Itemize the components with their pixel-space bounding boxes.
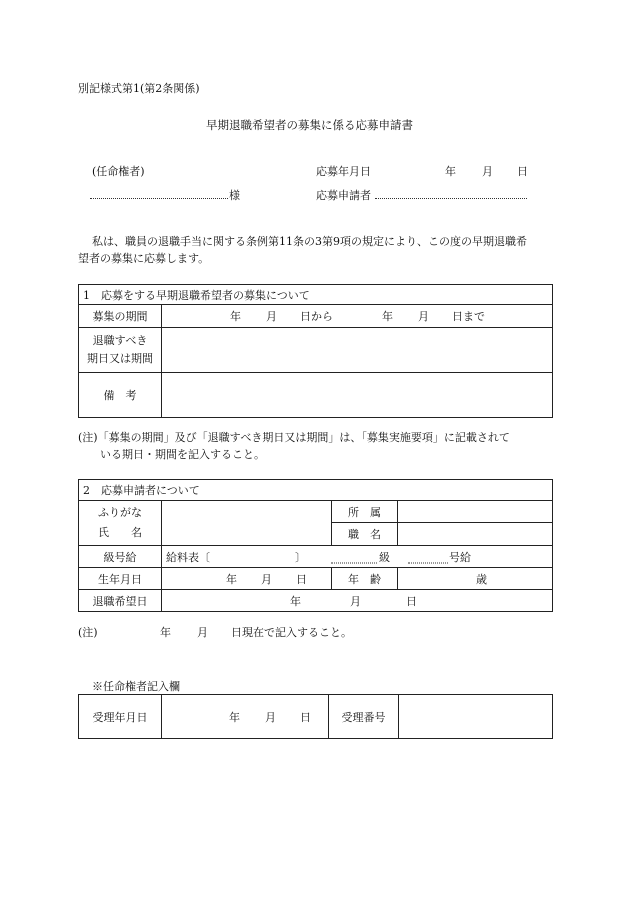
- statement-line-1: 私は、職員の退職手当に関する条例第11条の3第9項の規定により、この度の早期退職希: [92, 235, 527, 248]
- age-label: 年 齢: [332, 568, 398, 590]
- grade-unit: 級: [379, 550, 390, 564]
- affiliation-field[interactable]: [398, 501, 553, 523]
- position-label: 職 名: [332, 523, 398, 546]
- received-number-field[interactable]: [399, 695, 553, 739]
- birth-year: 年: [226, 572, 237, 586]
- desired-month: 月: [350, 594, 361, 608]
- form-id: 別記様式第1(第2条関係): [78, 82, 200, 95]
- period-field[interactable]: [162, 305, 553, 328]
- period-month: 月: [266, 310, 277, 323]
- birth-field[interactable]: [162, 568, 332, 590]
- appointer-box-heading: ※任命権者記入欄: [92, 680, 180, 693]
- period-from: 日から: [300, 310, 333, 323]
- grade-field[interactable]: [162, 546, 553, 568]
- recruitment-table: [78, 284, 553, 418]
- grade-blank[interactable]: [331, 550, 377, 563]
- affiliation-label: 所 属: [332, 501, 398, 523]
- sama-suffix: 様: [229, 189, 240, 202]
- received-day: 日: [300, 710, 311, 724]
- page-title: 早期退職希望者の募集に係る応募申請書: [206, 118, 413, 132]
- section2-note-month: 月: [197, 626, 208, 639]
- salary-close-bracket: 〕: [295, 550, 306, 564]
- period-until: 日まで: [452, 310, 485, 323]
- remarks-label: 備 考: [79, 373, 162, 418]
- age-field[interactable]: [398, 568, 553, 590]
- desired-year: 年: [290, 594, 301, 608]
- period-year-2: 年: [382, 310, 393, 323]
- step-unit: 号給: [449, 550, 471, 564]
- section2-note-year: 年: [160, 626, 171, 639]
- remarks-field[interactable]: [162, 373, 553, 418]
- applicant-name-field[interactable]: [375, 198, 527, 199]
- period-year: 年: [230, 310, 241, 323]
- received-number-label: 受理番号: [329, 695, 399, 739]
- name-label-cell: ふりがな 氏 名: [79, 501, 162, 546]
- section2-heading: 2 応募申請者について: [79, 480, 553, 501]
- section2-note-prefix: (注): [78, 626, 98, 639]
- position-field[interactable]: [398, 523, 553, 546]
- applicant-table: [78, 479, 553, 612]
- application-month: 月: [482, 165, 493, 178]
- section1-note-1: (注)「募集の期間」及び「退職すべき期日又は期間」は、「募集実施要項」に記載されて: [78, 431, 510, 444]
- desired-date-field[interactable]: [162, 590, 553, 612]
- application-date-label: 応募年月日: [316, 165, 371, 178]
- retire-date-label: 退職すべき 期日又は期間: [79, 328, 162, 373]
- step-blank[interactable]: [408, 550, 448, 563]
- age-unit: 歳: [476, 572, 487, 586]
- section2-note-text: 日現在で記入すること。: [231, 626, 352, 639]
- salary-table-label: 給料表〔: [166, 550, 210, 564]
- received-date-label: 受理年月日: [79, 695, 162, 739]
- period-label: 募集の期間: [79, 305, 162, 328]
- birth-label: 生年月日: [79, 568, 162, 590]
- applicant-label: 応募申請者: [316, 189, 371, 202]
- birth-month: 月: [261, 572, 272, 586]
- name-field[interactable]: [162, 501, 332, 546]
- desired-day: 日: [406, 594, 417, 608]
- application-year: 年: [445, 165, 456, 178]
- retire-date-field[interactable]: [162, 328, 553, 373]
- received-month: 月: [265, 710, 276, 724]
- period-month-2: 月: [418, 310, 429, 323]
- received-date-field[interactable]: [162, 695, 329, 739]
- received-year: 年: [229, 710, 240, 724]
- birth-day: 日: [296, 572, 307, 586]
- appointer-label: (任命権者): [92, 165, 145, 178]
- appointer-name-field[interactable]: [90, 198, 228, 199]
- section1-note-2: いる期日・期間を記入すること。: [100, 448, 265, 461]
- section1-heading: 1 応募をする早期退職希望者の募集について: [79, 285, 553, 305]
- grade-label: 級号給: [79, 546, 162, 568]
- statement-line-2: 望者の募集に応募します。: [78, 252, 210, 265]
- application-day: 日: [517, 165, 528, 178]
- appointer-table: [78, 694, 553, 739]
- desired-date-label: 退職希望日: [79, 590, 162, 612]
